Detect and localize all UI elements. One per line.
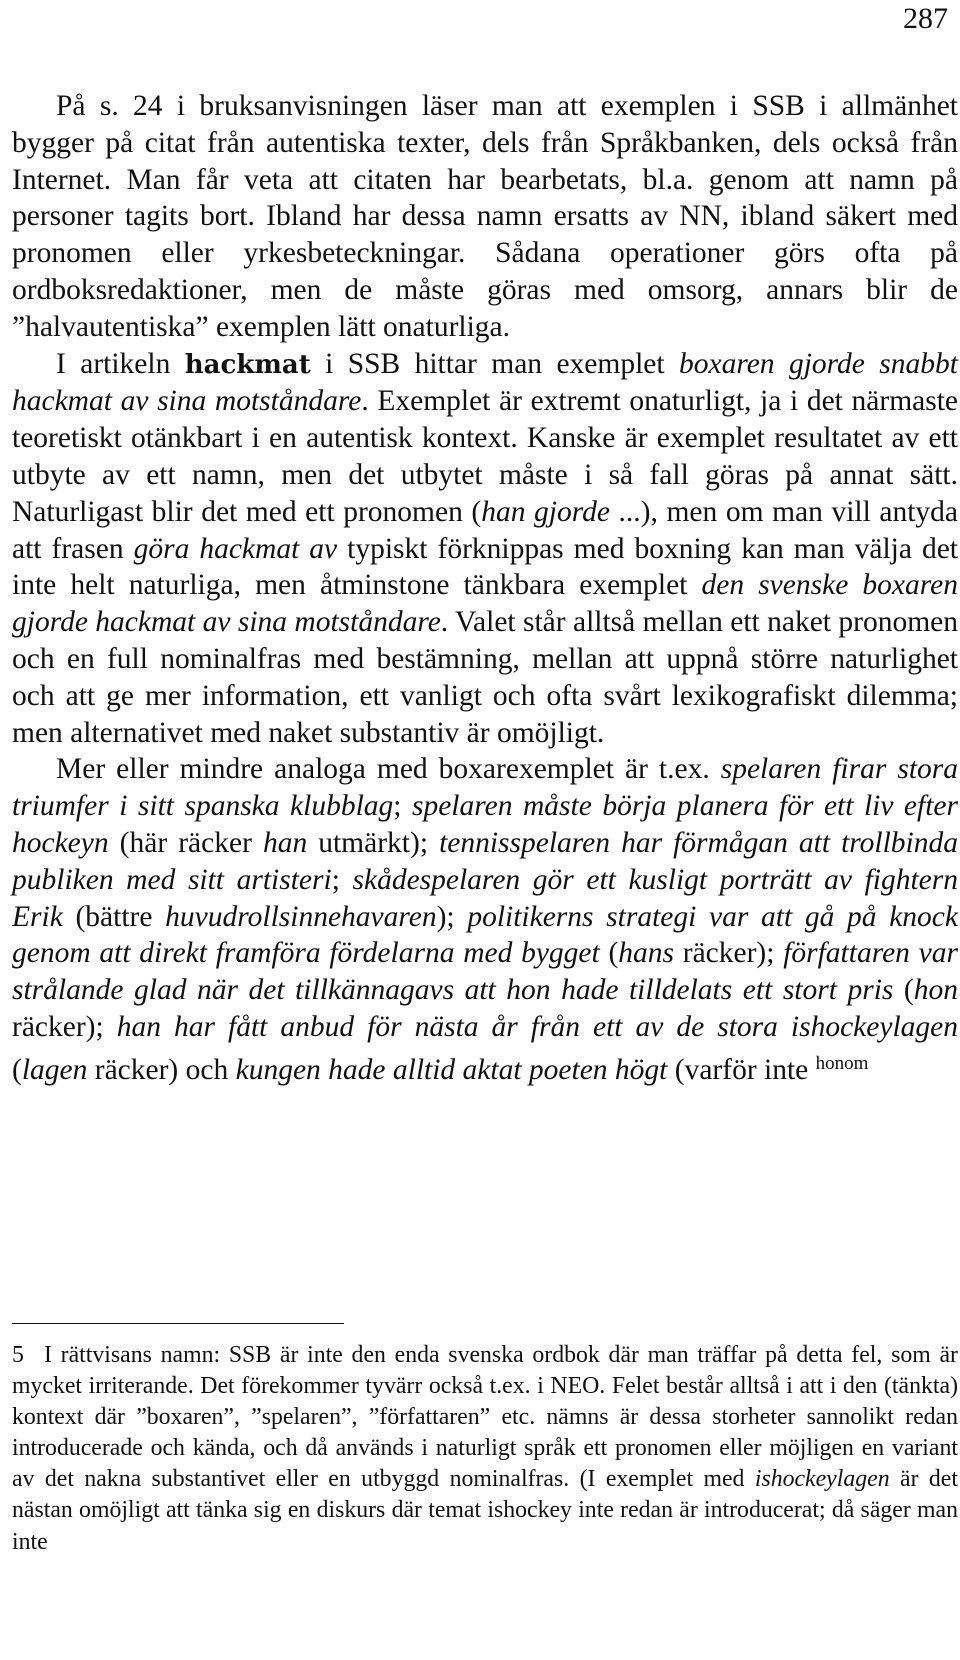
example-phrase: boxaren gjorde snabbt hackmat av sina motståndare (12, 347, 958, 418)
example-phrase: den svenske boxaren gjorde hackmat av sina motståndare (12, 569, 958, 639)
paragraph (12, 88, 958, 346)
example-phrase: hon (913, 974, 958, 1007)
text-run: ); (436, 900, 468, 933)
example-phrase: ishockeylagen (754, 1466, 890, 1493)
example-phrase: tennisspelaren har förmågan att trollbinda publiken med sitt artisteri (12, 826, 958, 896)
text-run: i SSB hittar man exemplet (310, 347, 679, 380)
footnote-divider (12, 1323, 344, 1324)
example-phrase: hans (618, 937, 675, 970)
text-run: ( (599, 937, 619, 970)
example-phrase: kungen hade alltid aktat poeten högt (235, 1053, 668, 1086)
text-run: ; (331, 863, 353, 896)
example-phrase: författaren var strålande glad när det tillkännagavs att hon hade tilldelats ett stort pris (12, 937, 958, 1007)
text-run: . Valet står alltså mellan ett naket pronomen och en full nominalfras med bestämning, mellan att uppnå större naturlighet och att ge mer information, ett vanligt och ofta svårt lexikografiskt dilemma; men alternativet med naket substantiv är omöjligt. (12, 606, 958, 749)
text-run: I rättvisans namn: SSB är inte den enda svenska ordbok där man träffar på detta fel, som är mycket irriterande. Det förekommer tyvärr också t.ex. i NEO. Felet består alltså i att i den (tänkta) kontext där ”boxaren”, ”spelaren”, ”författaren” etc. nämns är dessa storheter sannolikt redan introducerade och kända, och då används i naturligt språk ett pronomen eller möjligen en variant av det nakna substantivet eller en utbyggd nominalfras. (I exemplet med (12, 1342, 958, 1493)
footnote-ref[interactable]: honom (815, 1052, 869, 1074)
paragraph (12, 751, 958, 1088)
text-run: . Exemplet är extremt onaturligt, ja i det närmaste teoretiskt otänkbart i en autentisk kontext. Kanske är exemplet resultatet av ett utbyte av ett namn, men det utbytet måste i så fall göras på annat sätt. Naturligast blir det med ett pronomen ( (12, 385, 958, 528)
example-phrase: spelaren firar stora triumfer i sitt spanska klubblag (12, 753, 958, 823)
text-run: På s. 24 i bruksanvisningen läser man att exemplen i SSB i allmänhet bygger på citat från autentiska texter, dels från Språkbanken, dels också från Internet. Man får veta att citaten har bearbetats, bl.a. genom att namn på personer tagits bort. Ibland har dessa namn ersatts av NN, ibland säkert med pronomen eller yrkesbeteckningar. Sådana operationer görs ofta på ordboksredaktioner, men de måste göras med omsorg, annars blir de ”halvautentiska” exemplen lätt onaturliga. (12, 90, 958, 343)
example-phrase: han (262, 826, 308, 859)
example-phrase: lagen (21, 1053, 88, 1086)
text-run: typiskt förknippas med boxning kan man välja det inte helt naturliga, men åtminstone tänkbara exemplet (12, 532, 958, 602)
text-run: I artikeln (56, 347, 185, 380)
text-run: ; (393, 790, 412, 823)
page-number: 287 (903, 2, 948, 35)
example-phrase: huvudrollsinnehavaren (165, 900, 437, 933)
footnote-number: 5 (12, 1342, 24, 1368)
text-run: (varför inte (667, 1053, 816, 1086)
footnote-text (12, 1340, 958, 1558)
text-run: Mer eller mindre analoga med boxarexemplet är t.ex. (56, 753, 721, 786)
text-run: ( (893, 974, 914, 1007)
text-run: räcker); (12, 1010, 117, 1043)
headword: hackmat (184, 349, 311, 380)
example-phrase: skådespelaren gör ett kusligt porträtt av fightern Erik (12, 863, 958, 933)
text-run: (här räcker (108, 826, 263, 859)
example-phrase: politikerns strategi var att gå på knock genom att direkt framföra fördelarna med bygget (12, 900, 958, 970)
example-phrase: göra hackmat av (133, 532, 338, 565)
example-phrase: spelaren måste börja planera för ett liv efter hockeyn (12, 790, 958, 859)
paragraph (12, 346, 958, 752)
text-run: ( (12, 1053, 22, 1086)
example-phrase: han har fått anbud för nästa år från ett av de stora ishockeylagen (116, 1010, 959, 1043)
text-run: ...), men om man vill antyda att frasen (12, 495, 958, 565)
body-text (12, 88, 958, 1089)
text-run: räcker) och (87, 1053, 236, 1086)
text-run: räcker); (674, 937, 784, 970)
footnote (12, 1340, 958, 1558)
text-run: är det nästan omöjligt att tänka sig en diskurs där temat ishockey inte redan är introducerat; då säger man inte (12, 1466, 958, 1555)
text-run: utmärkt); (307, 826, 440, 859)
example-phrase: han gjorde (481, 495, 610, 528)
text-run: (bättre (62, 900, 166, 933)
